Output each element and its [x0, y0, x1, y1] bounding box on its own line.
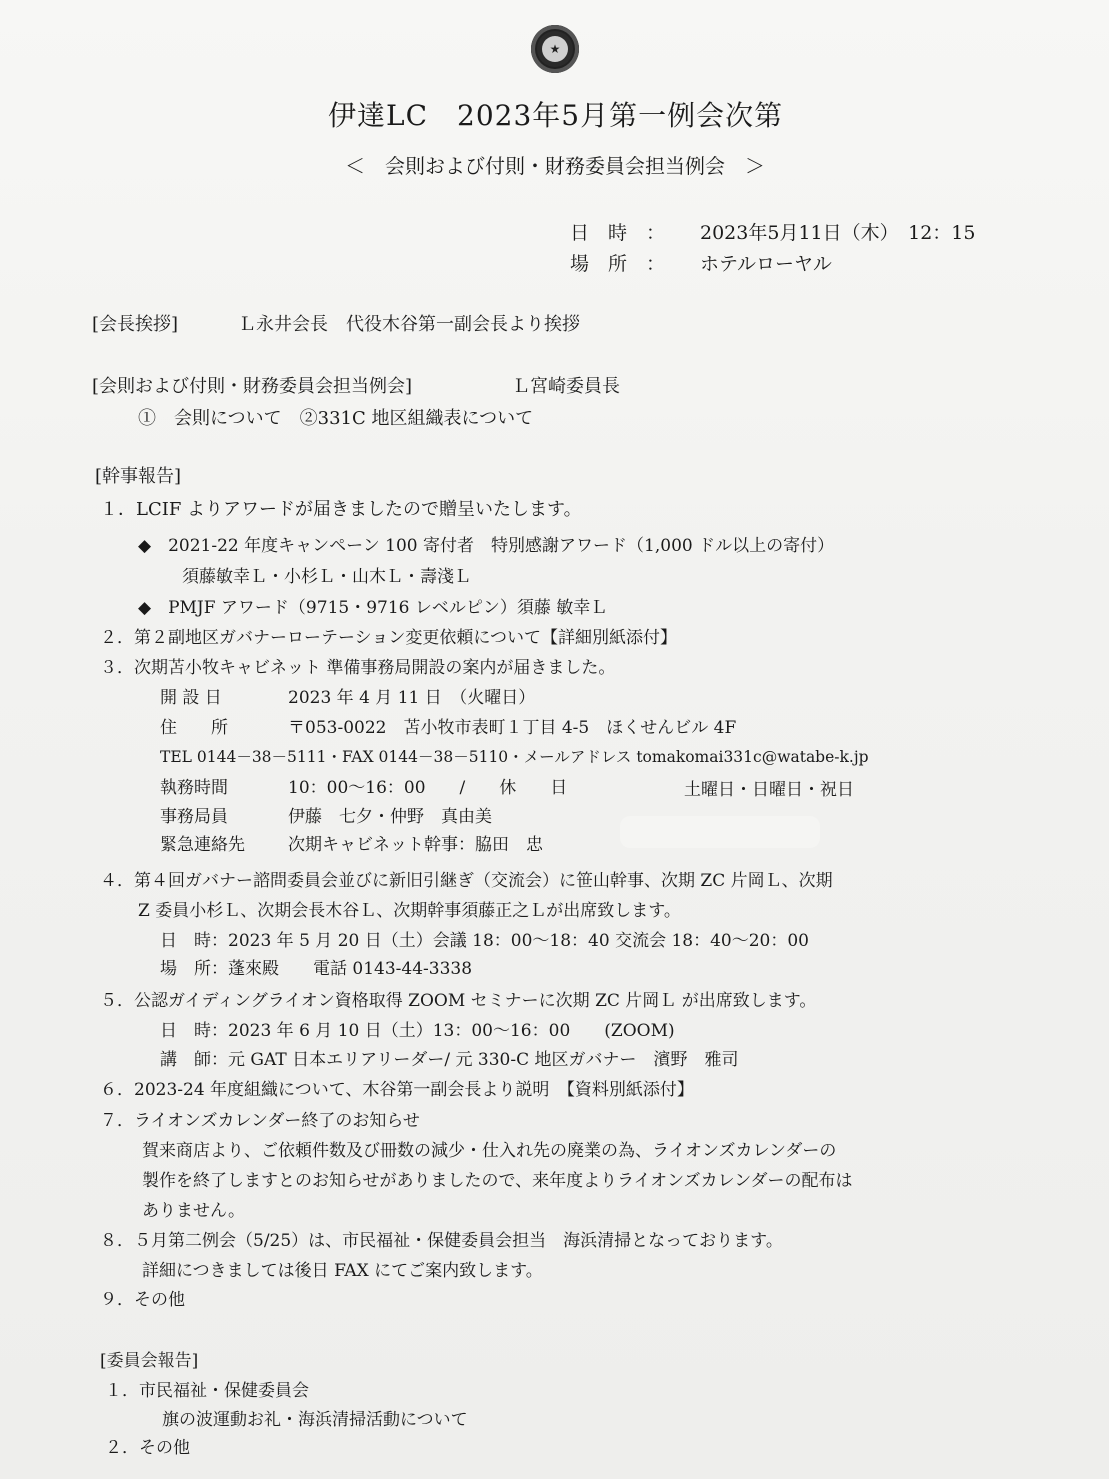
secretary-item-9: ９．その他	[100, 1290, 185, 1310]
item-4-place: 場 所：蓬來殿 電話 0143-44-3338	[160, 959, 473, 979]
item-3-contact-value: 次期キャビネット幹事：脇田 忠	[288, 835, 543, 855]
item-3-staff-value: 伊藤 七夕・仲野 真由美	[288, 807, 492, 827]
committee-meeting-items: ① 会則について ②331C 地区組織表について	[138, 408, 534, 429]
secretary-item-4-cont: Z 委員小杉Ｌ、次期会長木谷Ｌ、次期幹事須藤正之Ｌが出席致します。	[138, 901, 681, 921]
lions-club-logo: ★	[531, 25, 579, 73]
secretary-item-8: ８．５月第二例会（5/25）は、市民福祉・保健委員会担当 海浜清掃となっております。	[100, 1231, 783, 1251]
president-heading: [会長挨拶]	[92, 314, 179, 335]
item-5-lecturer: 講 師：元 GAT 日本エリアリーダー/ 元 330-C 地区ガバナー 濱野 雅司	[160, 1050, 739, 1070]
item-5-date: 日 時：2023 年 6 月 10 日（土）13：00～16：00 (ZOOM)	[160, 1021, 675, 1041]
president-text: Ｌ永井会長 代役木谷第一副会長より挨拶	[238, 314, 580, 335]
item-4-date: 日 時：2023 年 5 月 20 日（土）会議 18：00～18：40 交流会 18：40～20：00	[160, 931, 809, 951]
secretary-item-2: ２．第２副地区ガバナーローテーション変更依頼について【詳細別紙添付】	[100, 628, 677, 648]
redaction-blur	[620, 816, 820, 848]
secretary-item-5: ５．公認ガイディングライオン資格取得 ZOOM セミナーに次期 ZC 片岡Ｌ が出席致します。	[100, 991, 817, 1011]
item-3-contact-label: 緊急連絡先	[160, 835, 245, 855]
secretary-item-1-award-b: ◆ PMJF アワード（9715・9716 レベルピン）須藤 敏幸Ｌ	[138, 598, 608, 618]
secretary-item-4: ４．第４回ガバナー諮問委員会並びに新旧引継ぎ（交流会）に笹山幹事、次期 ZC 片岡Ｌ、次期	[100, 871, 833, 891]
item-3-hours-value: 10：00～16：00 / 休 日	[288, 778, 568, 798]
item-3-open-value: 2023 年 4 月 11 日 （火曜日）	[288, 688, 536, 708]
secretary-item-6: ６．2023-24 年度組織について、木谷第一副会長より説明 【資料別紙添付】	[100, 1080, 694, 1100]
item-7-line-1: 賀来商店より、ご依頼件数及び冊数の減少・仕入れ先の廃業の為、ライオンズカレンダーの	[142, 1141, 837, 1161]
item-3-open-label: 開 設 日	[160, 688, 222, 708]
item-7-line-2: 製作を終了しますとのお知らせがありましたので、来年度よりライオンズカレンダーの配布は	[142, 1171, 853, 1191]
item-3-hours-label: 執務時間	[160, 778, 228, 798]
item-3-tel-fax-email: TEL 0144－38－5111・FAX 0144－38－5110・メールアドレス tomakomai331c@watabe-k.jp	[160, 748, 869, 766]
committee-meeting-chair: Ｌ宮崎委員長	[512, 376, 620, 397]
committee-report-item-1-detail: 旗の波運動お礼・海浜清掃活動について	[162, 1410, 468, 1430]
item-3-holidays: 土曜日・日曜日・祝日	[684, 780, 854, 800]
item-3-addr-value: 〒053-0022 苫小牧市表町１丁目 4-5 ほくせんビル 4F	[288, 718, 737, 738]
place-value: ホテルローヤル	[700, 253, 832, 275]
item-8-line-1: 詳細につきましては後日 FAX にてご案内致します。	[142, 1261, 543, 1281]
committee-report-heading: [委員会報告]	[100, 1351, 199, 1371]
item-3-staff-label: 事務局員	[160, 807, 228, 827]
place-label: 場 所 ：	[570, 253, 666, 275]
secretary-heading: [幹事報告]	[95, 466, 182, 487]
secretary-item-7: ７．ライオンズカレンダー終了のお知らせ	[100, 1111, 420, 1131]
secretary-item-1: １．LCIF よりアワードが届きましたので贈呈いたします。	[100, 499, 582, 520]
committee-report-item-1: １．市民福祉・保健委員会	[105, 1381, 309, 1401]
item-7-line-3: ありません。	[142, 1201, 246, 1221]
date-value: 2023年5月11日（木） 12：15	[700, 222, 976, 244]
item-3-addr-label: 住 所	[160, 718, 228, 738]
secretary-item-1-award-a-names: 須藤敏幸Ｌ・小杉Ｌ・山木Ｌ・壽淺Ｌ	[182, 567, 471, 587]
committee-report-item-2: ２．その他	[105, 1438, 190, 1458]
committee-meeting-heading: [会則および付則・財務委員会担当例会]	[92, 376, 413, 397]
page-title: 伊達LC 2023年5月第一例会次第	[328, 99, 784, 132]
page-subtitle: ＜ 会則および付則・財務委員会担当例会 ＞	[345, 154, 765, 178]
secretary-item-1-award-a: ◆ 2021-22 年度キャンペーン 100 寄付者 特別感謝アワード（1,000 ドル以上の寄付）	[138, 536, 835, 556]
secretary-item-3: ３．次期苫小牧キャビネット 準備事務局開設の案内が届きました。	[100, 658, 616, 678]
date-label: 日 時 ：	[570, 222, 666, 244]
